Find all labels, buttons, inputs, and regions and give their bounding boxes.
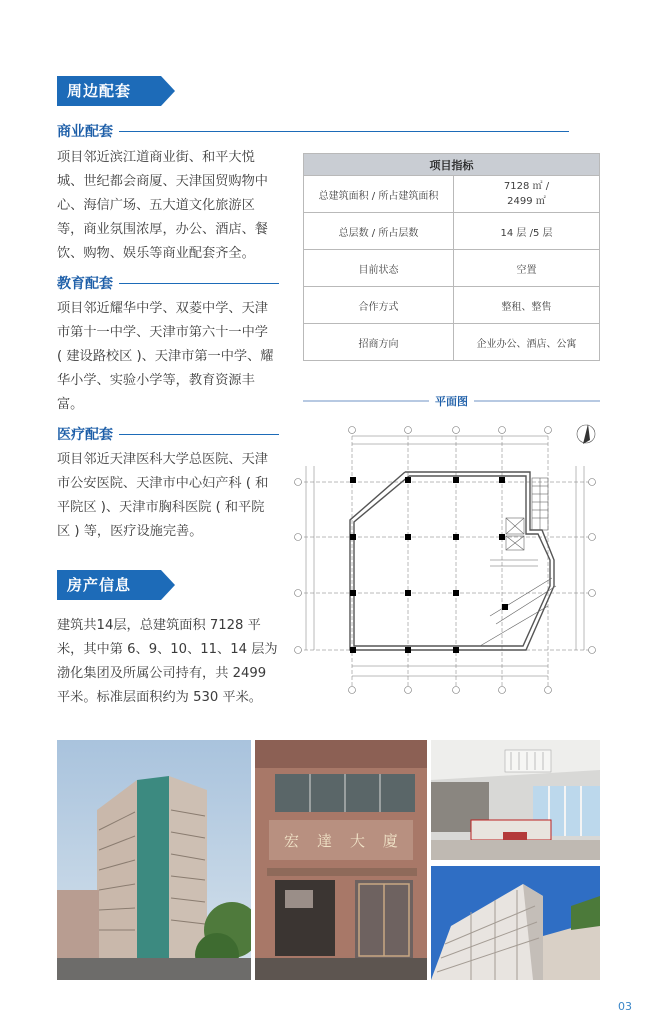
table-key: 招商方向 — [304, 324, 454, 361]
paragraph-commercial: 项目邻近滨江道商业街、和平大悦城、世纪都会商厦、天津国贸购物中心、海信广场、五大道文化旅游区等，商业氛围浓厚，办公、酒店、餐饮、购物、娱乐等商业配套齐全。 — [57, 150, 268, 261]
table-row — [304, 287, 600, 324]
page-number: 03 — [618, 1000, 632, 1013]
building-entrance-photo — [255, 740, 427, 980]
table-value: 整租、整售 — [454, 287, 600, 324]
divider — [119, 434, 279, 435]
subheading-medical — [57, 425, 279, 443]
section-title: 房产信息 — [67, 576, 132, 594]
table-key: 合作方式 — [304, 287, 454, 324]
north-arrow-icon — [577, 424, 595, 444]
building-upward-photo — [431, 866, 600, 980]
floor-plan-label: 平面图 — [435, 395, 468, 408]
table-value: 空置 — [454, 250, 600, 287]
section-title: 周边配套 — [67, 82, 132, 100]
subheading-label: 医疗配套 — [57, 427, 113, 443]
table-key: 总建筑面积 / 所占建筑面积 — [304, 176, 454, 213]
table-value: 14 层 /5 层 — [454, 213, 600, 250]
subheading-education — [57, 274, 279, 292]
subheading-label: 教育配套 — [57, 276, 113, 292]
paragraph-education: 项目邻近耀华中学、双菱中学、天津市第十一中学、天津市第六十一中学 ( 建设路校区 )、天津市第一中学、耀华小学、实验小学等，教育资源丰富。 — [57, 301, 274, 412]
table-row — [304, 213, 600, 250]
building-exterior-photo — [57, 740, 251, 980]
subheading-label: 商业配套 — [57, 124, 113, 140]
divider — [119, 131, 569, 132]
table-row — [304, 176, 600, 213]
interior-office-photo — [431, 740, 600, 860]
floor-plan-title — [303, 393, 600, 409]
project-indicators-table — [303, 153, 600, 361]
table-value: 7128 ㎡ / 2499 ㎡ — [454, 176, 600, 213]
table-value: 企业办公、酒店、公寓 — [454, 324, 600, 361]
table-header: 项目指标 — [304, 154, 600, 176]
subheading-commercial — [57, 122, 569, 140]
building-sign: 宏達大廈 — [283, 832, 416, 850]
section-banner-property — [57, 570, 175, 600]
paragraph-medical: 项目邻近天津医科大学总医院、天津市公安医院、天津市中心妇产科 ( 和平院区 )、天津市胸科医院 ( 和平院区 ) 等，医疗设施完善。 — [57, 452, 269, 539]
divider — [119, 283, 279, 284]
table-row — [304, 250, 600, 287]
floor-plan-drawing — [290, 410, 610, 700]
table-key: 目前状态 — [304, 250, 454, 287]
table-row — [304, 324, 600, 361]
table-key: 总层数 / 所占层数 — [304, 213, 454, 250]
section-banner-surroundings — [57, 76, 175, 106]
paragraph-property: 建筑共14层，总建筑面积 7128 平米，其中第 6、9、10、11、14 层为渤化集团及所属公司持有，共 2499 平米。标准层面积约为 530 平米。 — [57, 618, 278, 705]
